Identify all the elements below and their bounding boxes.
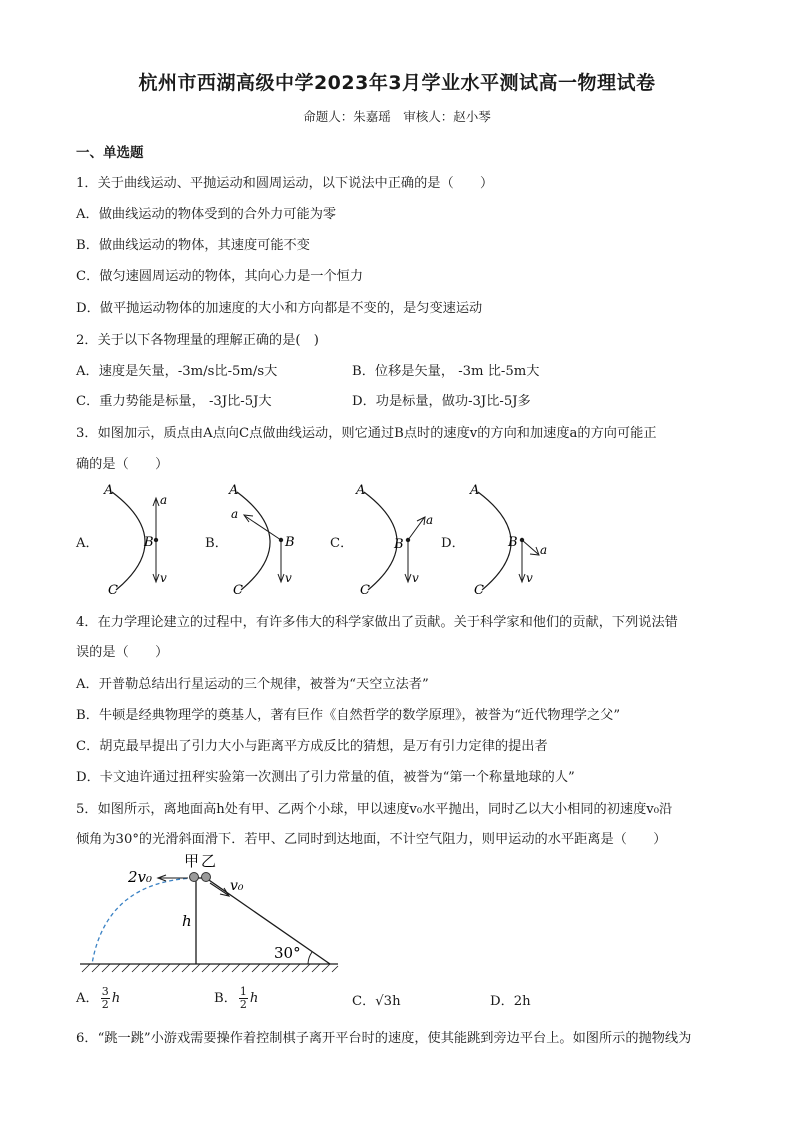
q4-option-a: A．开普勒总结出行星运动的三个规律，被誉为“天空立法者” xyxy=(76,677,429,692)
fraction-one-half xyxy=(239,986,248,1011)
curve-path xyxy=(237,492,270,590)
acceleration-arrow xyxy=(522,540,538,554)
label-angle: 30° xyxy=(274,944,301,962)
label-c-point: C xyxy=(474,583,484,598)
trajectory xyxy=(92,878,194,964)
q3-figure-d xyxy=(466,478,556,600)
label-a-point: A xyxy=(229,483,239,498)
label-acc: a xyxy=(160,493,168,507)
q2-option-b: B．位移是矢量， -3m 比-5m大 xyxy=(352,364,540,379)
label-b-point: B xyxy=(508,535,518,550)
label-b-point: B xyxy=(285,535,295,550)
q5-option-d: D．2h xyxy=(490,994,531,1009)
label-vel: v xyxy=(526,571,533,585)
q5-option-b-label: B． xyxy=(214,991,237,1006)
label-yi: 乙 xyxy=(201,852,217,870)
fraction-variable: h xyxy=(249,991,259,1006)
q5-figure xyxy=(76,848,346,978)
label-c-point: C xyxy=(360,583,370,598)
q2-option-a: A．速度是矢量，-3m/s比-5m/s大 xyxy=(76,364,278,379)
label-vel: v xyxy=(160,571,167,585)
label-vel: v xyxy=(412,571,419,585)
q3-label-d: D． xyxy=(441,536,465,551)
label-c-point: C xyxy=(108,583,118,598)
label-acc: a xyxy=(426,513,434,527)
angle-arc xyxy=(308,952,312,964)
ball-jia xyxy=(190,873,199,882)
q1-stem: 1．关于曲线运动、平抛运动和圆周运动，以下说法中正确的是（ ） xyxy=(76,176,494,191)
label-acc: a xyxy=(231,507,239,521)
q5-option-a xyxy=(76,986,120,1011)
q3-figure-b xyxy=(225,478,315,600)
q3-stem-line2: 确的是（ ） xyxy=(76,457,169,472)
velocity-v0-arrow xyxy=(210,883,228,895)
fraction-denominator: 2 xyxy=(239,998,247,1011)
q5-option-c-label: C． xyxy=(352,994,376,1009)
fraction-three-halves xyxy=(101,986,110,1011)
q2-option-c: C．重力势能是标量， -3J比-5J大 xyxy=(76,394,272,409)
curve-path xyxy=(112,492,145,590)
q1-option-c: C．做匀速圆周运动的物体，其向心力是一个恒力 xyxy=(76,269,364,284)
ball-yi xyxy=(202,873,211,882)
label-h: h xyxy=(182,912,192,930)
q6-stem: 6．“跳一跳”小游戏需要操作着控制棋子离开平台时的速度，使其能跳到旁边平台上。如图所示的抛物线为 xyxy=(76,1031,692,1046)
q3-stem-line1: 3．如图加示，质点由A点向C点做曲线运动，则它通过B点时的速度v的方向和加速度a的方向可能正 xyxy=(76,426,657,441)
q3-label-a: A． xyxy=(76,536,99,551)
q5-option-a-label: A． xyxy=(76,991,99,1006)
q4-stem-line1: 4．在力学理论建立的过程中，有许多伟大的科学家做出了贡献。关于科学家和他们的贡献，下列说法错 xyxy=(76,615,678,630)
q5-option-b xyxy=(214,986,258,1011)
q3-label-c: C． xyxy=(330,536,354,551)
fraction-numerator: 3 xyxy=(101,985,109,998)
label-b-point: B xyxy=(144,535,154,550)
curve-path xyxy=(364,492,397,590)
q1-option-d: D．做平抛运动物体的加速度的大小和方向都是不变的，是匀变速运动 xyxy=(76,301,483,316)
exam-authors: 命题人：朱嘉瑶 审核人：赵小琴 xyxy=(303,109,491,124)
section-heading: 一、单选题 xyxy=(76,145,144,161)
q3-label-b: B． xyxy=(205,536,228,551)
q5-option-c xyxy=(352,990,401,1009)
q4-option-d: D．卡文迪许通过扭秤实验第一次测出了引力常量的值，被誉为“第一个称量地球的人” xyxy=(76,770,575,785)
label-c-point: C xyxy=(233,583,243,598)
label-b-point: B xyxy=(394,537,404,552)
ground-hatching xyxy=(82,964,338,972)
q4-stem-line2: 误的是（ ） xyxy=(76,645,169,660)
label-a-point: A xyxy=(104,483,114,498)
label-a-point: A xyxy=(356,483,366,498)
fraction-variable: h xyxy=(111,991,121,1006)
q1-option-a: A．做曲线运动的物体受到的合外力可能为零 xyxy=(76,207,337,222)
q5-stem-line1: 5．如图所示，离地面高h处有甲、乙两个小球，甲以速度v₀水平抛出，同时乙以大小相同的初速度v₀沿 xyxy=(76,802,673,817)
label-acc: a xyxy=(540,543,548,557)
label-v0: v₀ xyxy=(230,878,244,894)
q2-stem: 2．关于以下各物理量的理解正确的是( ) xyxy=(76,333,319,348)
q5-option-c-value: √3h xyxy=(375,994,401,1009)
q2-option-d: D．功是标量，做功-3J比-5J多 xyxy=(352,394,531,409)
label-vel: v xyxy=(285,571,292,585)
q3-figure-c xyxy=(352,478,442,600)
fraction-numerator: 1 xyxy=(239,985,247,998)
acceleration-arrow xyxy=(408,518,424,540)
label-2v0: 2v₀ xyxy=(128,868,153,886)
curve-path xyxy=(478,492,511,590)
q3-figure-a xyxy=(100,478,190,600)
label-a-point: A xyxy=(470,483,480,498)
q4-option-c: C．胡克最早提出了引力大小与距离平方成反比的猜想，是万有引力定律的提出者 xyxy=(76,739,548,754)
q4-option-b: B．牛顿是经典物理学的奠基人，著有巨作《自然哲学的数学原理》，被誉为“近代物理学之父” xyxy=(76,708,621,723)
exam-title: 杭州市西湖高级中学2023年3月学业水平测试高一物理试卷 xyxy=(138,72,656,94)
q5-stem-line2: 倾角为30°的光滑斜面滑下．若甲、乙同时到达地面，不计空气阻力，则甲运动的水平距离是（ ） xyxy=(76,832,667,847)
q1-option-b: B．做曲线运动的物体，其速度可能不变 xyxy=(76,238,310,253)
fraction-denominator: 2 xyxy=(101,998,109,1011)
label-jia: 甲 xyxy=(184,852,200,870)
incline xyxy=(206,878,330,964)
